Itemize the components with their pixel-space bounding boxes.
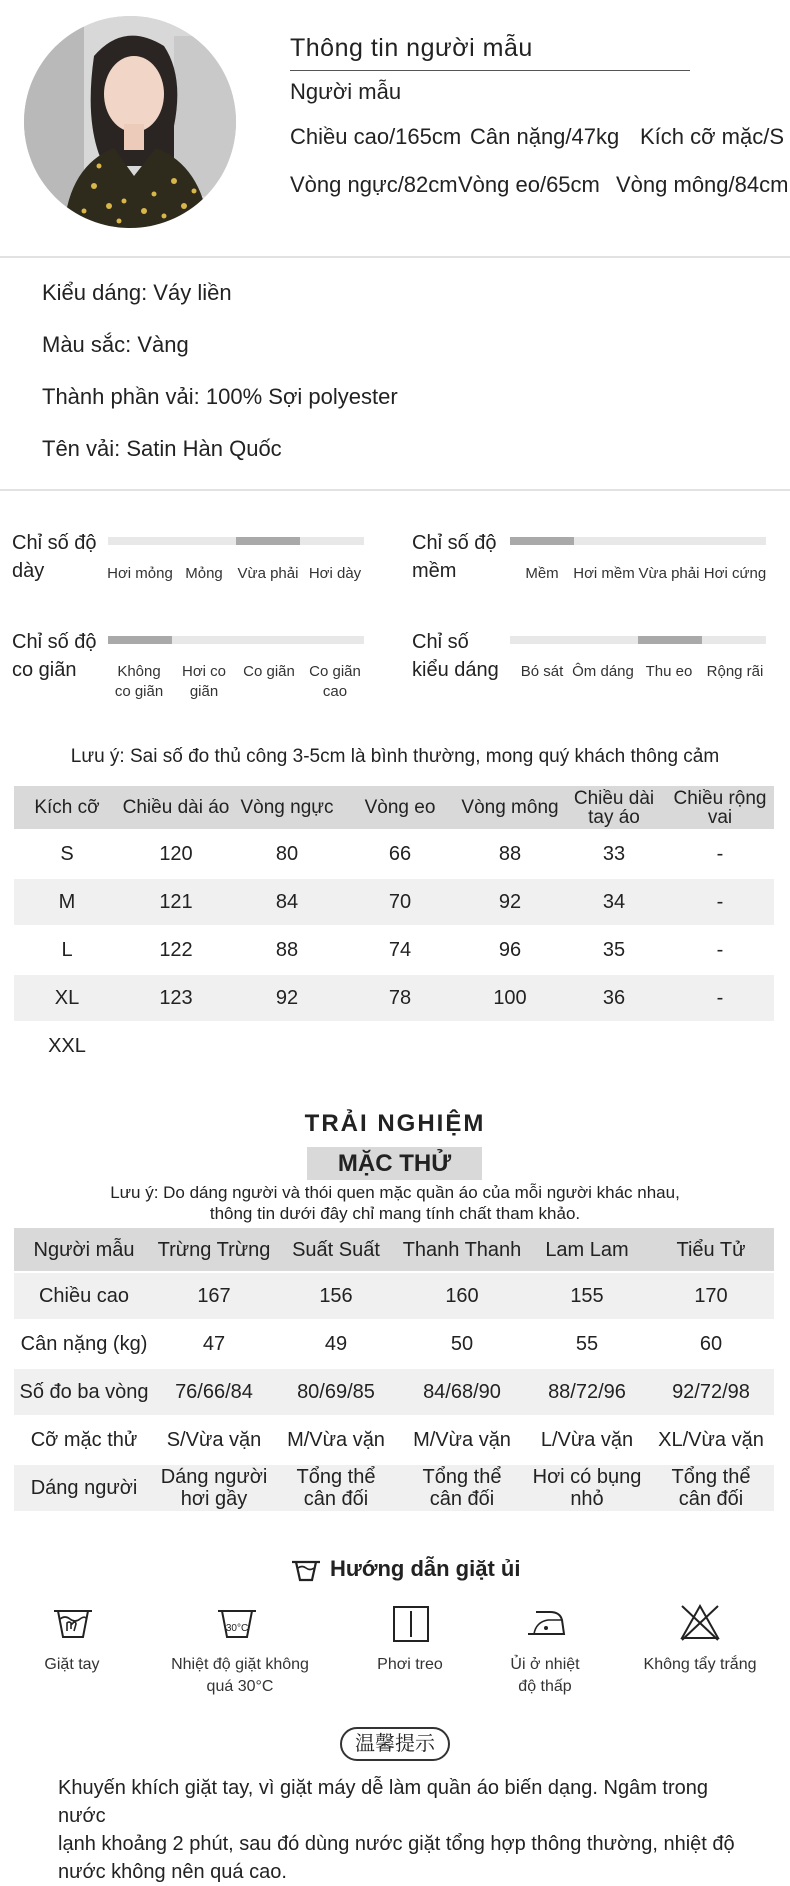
table-cell: Tổng thể cân đối — [274, 1464, 398, 1512]
table-cell: 96 — [458, 926, 562, 974]
header-cell: Suất Suất — [274, 1228, 398, 1272]
table-row — [14, 1464, 774, 1512]
tip-text — [58, 1774, 758, 1886]
table-cell: 66 — [342, 830, 458, 878]
table-cell — [666, 1022, 774, 1070]
thickness-selected — [236, 537, 300, 545]
softness-scale-bar — [510, 537, 766, 545]
table-cell: 155 — [526, 1272, 648, 1320]
product-fabric: Thành phần vải: 100% Sợi polyester — [42, 384, 398, 409]
index-title-line: Chỉ số độ — [412, 532, 497, 554]
table-cell: 160 — [398, 1272, 526, 1320]
table-cell: 47 — [154, 1320, 274, 1368]
table-cell — [342, 1022, 458, 1070]
table-cell: 70 — [342, 878, 458, 926]
table-row — [14, 974, 774, 1022]
table-row — [14, 878, 774, 926]
table-cell: 36 — [562, 974, 666, 1022]
table-row — [14, 1022, 774, 1070]
table-cell — [120, 1022, 232, 1070]
table-cell: 78 — [342, 974, 458, 1022]
table-cell: Chiều cao — [14, 1272, 154, 1320]
care-title: Hướng dẫn giặt ủi — [330, 1556, 521, 1581]
scale-label: Hơi cứng — [703, 565, 767, 582]
scale-label: Co giãn cao — [309, 663, 361, 700]
table-cell: 92/72/98 — [648, 1368, 774, 1416]
table-cell — [458, 1022, 562, 1070]
index-title-line: co giãn — [12, 659, 77, 681]
table-row — [14, 926, 774, 974]
header-cell: Vòng mông — [458, 786, 562, 830]
model-photo-illustration — [24, 16, 236, 228]
table-cell — [562, 1022, 666, 1070]
table-row — [14, 1416, 774, 1464]
no-bleach-icon — [678, 1602, 722, 1642]
table-cell: 88 — [458, 830, 562, 878]
table-cell: 34 — [562, 878, 666, 926]
table-cell: M/Vừa vặn — [274, 1416, 398, 1464]
table-cell: 33 — [562, 830, 666, 878]
trial-note — [0, 1182, 790, 1224]
divider — [0, 489, 790, 491]
scale-label: Ôm dáng — [572, 663, 634, 680]
index-fit-title — [412, 628, 499, 684]
product-color: Màu sắc: Vàng — [42, 332, 189, 357]
index-title-line: Chỉ số độ — [12, 631, 97, 653]
index-softness-title — [412, 529, 497, 585]
wash-30-badge: 30°C — [225, 1623, 249, 1634]
table-cell: XL — [14, 974, 120, 1022]
stretch-scale-bar — [108, 636, 364, 644]
table-cell: L — [14, 926, 120, 974]
care-label: Nhiệt độ giặt không quá 30°C — [171, 1656, 309, 1695]
scale-label: Mỏng — [185, 565, 223, 582]
scale-label: Bó sát — [520, 663, 564, 680]
header-cell: Thanh Thanh — [398, 1228, 526, 1272]
table-cell: 123 — [120, 974, 232, 1022]
header-cell: Chiều rộng vai — [666, 786, 774, 830]
trial-heading: TRẢI NGHIỆM — [304, 1110, 486, 1137]
table-cell: 100 — [458, 974, 562, 1022]
scale-label: Hơi mềm — [573, 565, 635, 582]
table-cell: XL/Vừa vặn — [648, 1416, 774, 1464]
table-cell: 84 — [232, 878, 342, 926]
table-cell: S/Vừa vặn — [154, 1416, 274, 1464]
index-title-line: Chỉ số độ — [12, 532, 97, 554]
divider — [0, 256, 790, 258]
table-cell: 49 — [274, 1320, 398, 1368]
table-cell: 50 — [398, 1320, 526, 1368]
scale-label: Không co giãn — [114, 663, 164, 700]
index-title-line: dày — [12, 560, 45, 582]
index-title-line: kiểu dáng — [412, 659, 499, 681]
table-cell: 120 — [120, 830, 232, 878]
care-label: Giặt tay — [44, 1656, 100, 1673]
table-cell: L/Vừa vặn — [526, 1416, 648, 1464]
table-cell: 60 — [648, 1320, 774, 1368]
tip-badge: 温馨提示 — [340, 1727, 450, 1761]
table-cell: 92 — [232, 974, 342, 1022]
model-info-title: Thông tin người mẫu — [290, 34, 533, 62]
note-line: Lưu ý: Do dáng người và thói quen mặc quần áo của mỗi người khác nhau, — [110, 1183, 680, 1202]
model-photo — [24, 16, 236, 228]
table-cell: 80 — [232, 830, 342, 878]
scale-label: Co giãn — [243, 663, 295, 680]
table-cell: - — [666, 926, 774, 974]
table-cell: 167 — [154, 1272, 274, 1320]
index-title-line: mềm — [412, 560, 457, 582]
care-label: Phơi treo — [377, 1656, 443, 1673]
table-cell: Số đo ba vòng — [14, 1368, 154, 1416]
header-cell: Chiều dài áo — [120, 786, 232, 830]
header-cell: Kích cỡ — [14, 786, 120, 830]
care-label: Không tẩy trắng — [643, 1656, 757, 1673]
tip-line: nước không nên quá cao. — [58, 1861, 287, 1883]
table-row — [14, 1320, 774, 1368]
table-row — [14, 1368, 774, 1416]
table-cell: 156 — [274, 1272, 398, 1320]
scale-label: Hơi dày — [308, 565, 362, 582]
table-cell: Cỡ mặc thử — [14, 1416, 154, 1464]
table-cell: Tổng thể cân đối — [648, 1464, 774, 1512]
scale-label: Vừa phải — [237, 565, 299, 582]
header-cell: Vòng ngực — [232, 786, 342, 830]
trial-subheading: MẶC THỬ — [307, 1147, 482, 1180]
size-table — [14, 786, 774, 1071]
model-bust: Vòng ngực/82cm — [290, 172, 458, 197]
softness-selected — [510, 537, 574, 545]
scale-label: Hơi co giãn — [181, 663, 226, 700]
scale-label: Thu eo — [645, 663, 693, 680]
table-cell: - — [666, 878, 774, 926]
iron-low-icon — [524, 1606, 568, 1640]
table-cell: Cân nặng (kg) — [14, 1320, 154, 1368]
stretch-selected — [108, 636, 172, 644]
table-row — [14, 1272, 774, 1320]
fit-selected — [638, 636, 702, 644]
table-cell: - — [666, 974, 774, 1022]
care-label: Ủi ở nhiệt độ thấp — [510, 1656, 580, 1695]
table-cell: S — [14, 830, 120, 878]
model-waist: Vòng eo/65cm — [458, 172, 600, 197]
model-hip: Vòng mông/84cm — [616, 172, 789, 197]
header-cell: Tiểu Tử — [648, 1228, 774, 1272]
note-line: thông tin dưới đây chỉ mang tính chất tham khảo. — [209, 1204, 581, 1223]
scale-label: Mềm — [525, 565, 559, 582]
table-cell: 88/72/96 — [526, 1368, 648, 1416]
trial-table-header — [14, 1228, 774, 1272]
care-header — [290, 1556, 520, 1586]
model-weight: Cân nặng/47kg — [470, 124, 620, 149]
table-cell: 92 — [458, 878, 562, 926]
table-cell: Dáng người — [14, 1464, 154, 1512]
table-cell: 122 — [120, 926, 232, 974]
table-cell: 84/68/90 — [398, 1368, 526, 1416]
table-cell: M — [14, 878, 120, 926]
wash-30-icon — [216, 1605, 258, 1643]
header-cell: Vòng eo — [342, 786, 458, 830]
table-cell: XXL — [14, 1022, 120, 1070]
size-table-header — [14, 786, 774, 830]
table-cell: 55 — [526, 1320, 648, 1368]
index-title-line: Chỉ số — [412, 631, 469, 653]
table-cell: 76/66/84 — [154, 1368, 274, 1416]
table-cell: Dáng người hơi gầy — [154, 1464, 274, 1512]
scale-label: Rộng rãi — [706, 663, 764, 680]
table-cell: 35 — [562, 926, 666, 974]
header-cell: Trừng Trừng — [154, 1228, 274, 1272]
table-cell: 74 — [342, 926, 458, 974]
product-style: Kiểu dáng: Váy liền — [42, 280, 232, 305]
index-stretch-title — [12, 628, 97, 684]
tip-line: lạnh khoảng 2 phút, sau đó dùng nước giặt tổng hợp thông thường, nhiệt độ — [58, 1833, 735, 1855]
table-row — [14, 830, 774, 878]
index-thickness-title — [12, 529, 97, 585]
tip-line: Khuyến khích giặt tay, vì giặt máy dễ làm quần áo biến dạng. Ngâm trong nước — [58, 1777, 709, 1827]
table-cell: 80/69/85 — [274, 1368, 398, 1416]
size-note: Lưu ý: Sai số đo thủ công 3-5cm là bình thường, mong quý khách thông cảm — [70, 746, 720, 767]
scale-label: Hơi mỏng — [107, 565, 173, 582]
wash-tub-icon — [290, 1558, 322, 1584]
table-cell: 121 — [120, 878, 232, 926]
fit-scale-bar — [510, 636, 766, 644]
table-cell: Hơi có bụng nhỏ — [526, 1464, 648, 1512]
header-cell: Chiều dài tay áo — [562, 786, 666, 830]
title-underline — [290, 70, 690, 71]
table-cell — [232, 1022, 342, 1070]
trial-table — [14, 1228, 774, 1513]
header-cell: Lam Lam — [526, 1228, 648, 1272]
header-cell: Người mẫu — [14, 1228, 154, 1272]
model-height: Chiều cao/165cm — [290, 124, 462, 149]
thickness-scale-bar — [108, 537, 364, 545]
table-cell: M/Vừa vặn — [398, 1416, 526, 1464]
product-fabric-name: Tên vải: Satin Hàn Quốc — [42, 436, 282, 461]
table-cell: 170 — [648, 1272, 774, 1320]
table-cell: 88 — [232, 926, 342, 974]
model-subtitle: Người mẫu — [290, 79, 402, 104]
line-dry-icon — [392, 1605, 430, 1643]
model-size: Kích cỡ mặc/S — [640, 124, 785, 149]
scale-label: Vừa phải — [638, 565, 700, 582]
table-cell: Tổng thể cân đối — [398, 1464, 526, 1512]
table-cell: - — [666, 830, 774, 878]
hand-wash-icon — [52, 1605, 94, 1643]
